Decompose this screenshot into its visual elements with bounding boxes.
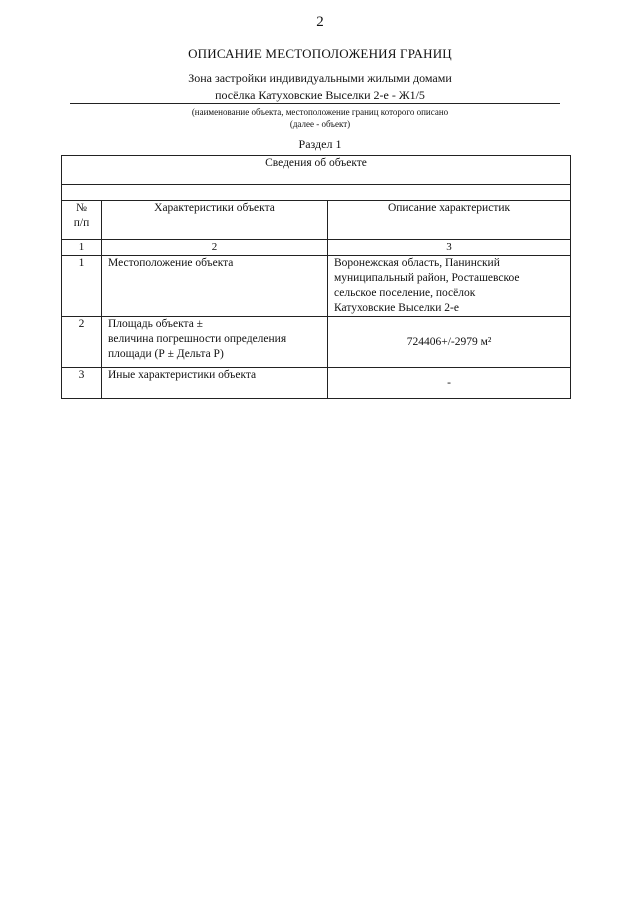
object-name-line-1: Зона застройки индивидуальными жилыми домами [188,71,452,85]
caption-line-1: (наименование объекта, местоположение границ которого описано [191,107,449,117]
column-header-description: Описание характеристик [328,201,571,240]
table-row [62,317,571,368]
column-header-number-line-1: № [76,202,87,214]
characteristic-line: площади (Р ± Дельта Р) [108,348,224,360]
blank-cell [62,185,571,201]
object-info-table [61,155,571,399]
row-description [328,256,571,317]
row-number: 3 [62,368,102,399]
description-line: Воронежская область, Панинский [334,257,500,269]
description-line: муниципальный район, Росташевское [334,272,520,284]
row-description: 724406+/-2979 м² [328,317,571,368]
row-number: 1 [62,256,102,317]
table-column-number-row [62,240,571,256]
column-number: 2 [102,240,328,256]
column-header-number-line-2: п/п [73,217,90,229]
column-header-characteristics: Характеристики объекта [102,201,328,240]
row-characteristic [102,317,328,368]
object-caption [0,106,640,130]
row-description: - [328,368,571,399]
caption-line-2: (далее - объект) [289,119,351,129]
object-name-line-2: посёлка Катуховские Выселки 2-е - Ж1/5 [215,88,425,102]
page-number: 2 [316,14,324,30]
row-characteristic: Местоположение объекта [102,256,328,317]
section-title: Раздел 1 [298,137,342,151]
table-heading-row [62,156,571,185]
table-blank-row [62,185,571,201]
characteristic-line: Площадь объекта ± [108,318,203,330]
table-row [62,256,571,317]
object-name [0,70,640,104]
column-number: 3 [328,240,571,256]
column-header-number [62,201,102,240]
row-number: 2 [62,317,102,368]
row-characteristic: Иные характеристики объекта [102,368,328,399]
table-row [62,368,571,399]
description-line: сельское поселение, посёлок [334,287,476,299]
description-line: Катуховские Выселки 2-е [334,302,459,314]
characteristic-line: величина погрешности определения [108,333,287,345]
table-heading: Сведения об объекте [62,156,571,185]
table-column-header-row [62,201,571,240]
column-number: 1 [62,240,102,256]
object-name-underline [70,103,560,104]
document-title: ОПИСАНИЕ МЕСТОПОЛОЖЕНИЯ ГРАНИЦ [188,46,452,61]
